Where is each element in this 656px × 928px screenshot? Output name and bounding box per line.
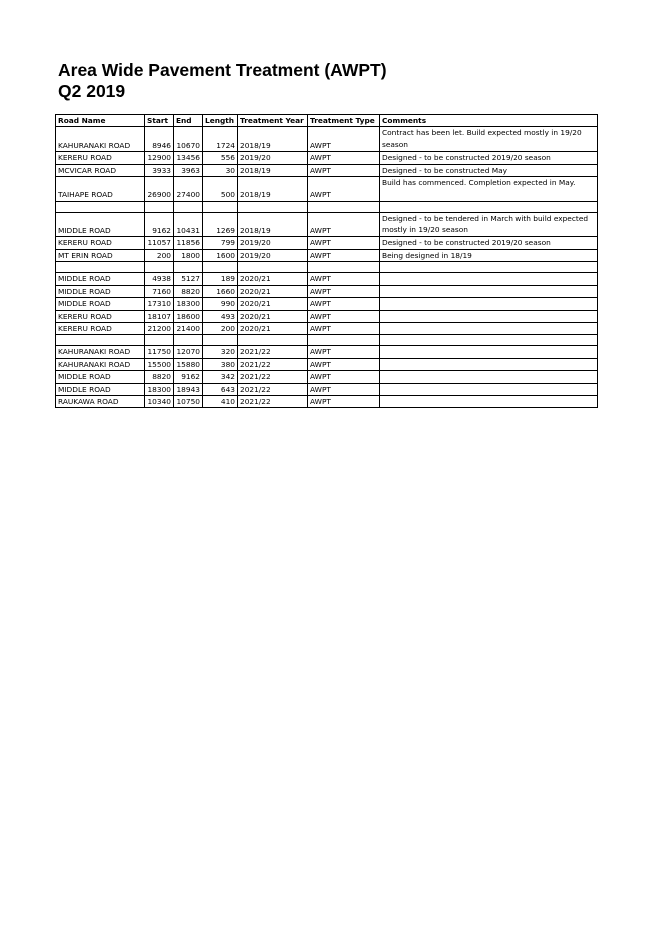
road-name-cell: MIDDLE ROAD — [56, 285, 145, 297]
end-cell: 1800 — [174, 249, 203, 262]
treatment-type-cell: AWPT — [308, 177, 380, 202]
road-name-cell: MIDDLE ROAD — [56, 383, 145, 395]
table-row — [56, 127, 598, 152]
treatment-type-cell: AWPT — [308, 285, 380, 297]
treatment-year-cell: 2019/20 — [238, 237, 308, 250]
end-cell: 10431 — [174, 212, 203, 237]
comments-cell: Build has commenced. Completion expected in May. — [380, 177, 598, 202]
end-cell: 27400 — [174, 177, 203, 202]
road-name-cell: KAHURANAKI ROAD — [56, 346, 145, 358]
road-name-cell: KAHURANAKI ROAD — [56, 358, 145, 370]
table-row — [56, 237, 598, 250]
treatment-type-cell: AWPT — [308, 310, 380, 322]
table-row — [56, 395, 598, 407]
comments-cell — [380, 346, 598, 358]
road-name-cell: KAHURANAKI ROAD — [56, 127, 145, 152]
table-row — [56, 371, 598, 383]
treatment-year-cell — [238, 335, 308, 346]
end-cell: 5127 — [174, 273, 203, 285]
comments-cell — [380, 335, 598, 346]
start-cell: 11057 — [145, 237, 174, 250]
col-header-treatment-type: Treatment Type — [308, 115, 380, 127]
start-cell: 3933 — [145, 164, 174, 177]
end-cell: 10750 — [174, 395, 203, 407]
length-cell: 990 — [203, 298, 238, 310]
start-cell: 11750 — [145, 346, 174, 358]
end-cell: 13456 — [174, 151, 203, 164]
end-cell: 3963 — [174, 164, 203, 177]
road-name-cell: KERERU ROAD — [56, 151, 145, 164]
length-cell — [203, 201, 238, 212]
road-name-cell: MIDDLE ROAD — [56, 371, 145, 383]
road-name-cell — [56, 335, 145, 346]
table-row — [56, 273, 598, 285]
road-name-cell: TAIHAPE ROAD — [56, 177, 145, 202]
col-header-comments: Comments — [380, 115, 598, 127]
start-cell: 10340 — [145, 395, 174, 407]
length-cell: 1724 — [203, 127, 238, 152]
table-row — [56, 346, 598, 358]
comments-cell — [380, 201, 598, 212]
length-cell: 493 — [203, 310, 238, 322]
col-header-start: Start — [145, 115, 174, 127]
road-name-cell — [56, 201, 145, 212]
treatment-year-cell: 2018/19 — [238, 177, 308, 202]
comments-cell — [380, 371, 598, 383]
treatment-year-cell: 2019/20 — [238, 151, 308, 164]
table-spacer-row — [56, 262, 598, 273]
length-cell — [203, 335, 238, 346]
treatment-type-cell: AWPT — [308, 322, 380, 334]
comments-cell — [380, 358, 598, 370]
length-cell: 500 — [203, 177, 238, 202]
length-cell: 643 — [203, 383, 238, 395]
end-cell — [174, 201, 203, 212]
road-name-cell: KERERU ROAD — [56, 237, 145, 250]
treatment-type-cell: AWPT — [308, 151, 380, 164]
treatment-type-cell: AWPT — [308, 383, 380, 395]
treatment-type-cell: AWPT — [308, 237, 380, 250]
end-cell: 18943 — [174, 383, 203, 395]
start-cell — [145, 335, 174, 346]
start-cell: 200 — [145, 249, 174, 262]
table-row — [56, 310, 598, 322]
title-line-2: Q2 2019 — [58, 81, 126, 101]
comments-cell — [380, 273, 598, 285]
start-cell — [145, 201, 174, 212]
length-cell: 799 — [203, 237, 238, 250]
comments-cell: Contract has been let. Build expected mostly in 19/20 season — [380, 127, 598, 152]
treatment-type-cell: AWPT — [308, 298, 380, 310]
end-cell: 18300 — [174, 298, 203, 310]
treatment-year-cell: 2020/21 — [238, 273, 308, 285]
treatment-year-cell: 2021/22 — [238, 346, 308, 358]
comments-cell: Designed - to be constructed May — [380, 164, 598, 177]
comments-cell: Designed - to be constructed 2019/20 season — [380, 237, 598, 250]
start-cell: 7160 — [145, 285, 174, 297]
start-cell — [145, 262, 174, 273]
start-cell: 21200 — [145, 322, 174, 334]
table-row — [56, 322, 598, 334]
length-cell: 200 — [203, 322, 238, 334]
end-cell: 21400 — [174, 322, 203, 334]
start-cell: 9162 — [145, 212, 174, 237]
end-cell: 10670 — [174, 127, 203, 152]
road-name-cell: MIDDLE ROAD — [56, 273, 145, 285]
comments-cell — [380, 262, 598, 273]
start-cell: 8820 — [145, 371, 174, 383]
road-name-cell: KERERU ROAD — [56, 322, 145, 334]
treatment-year-cell: 2020/21 — [238, 322, 308, 334]
road-name-cell: MCVICAR ROAD — [56, 164, 145, 177]
road-name-cell — [56, 262, 145, 273]
treatment-type-cell: AWPT — [308, 249, 380, 262]
comments-cell — [380, 298, 598, 310]
treatment-year-cell: 2021/22 — [238, 371, 308, 383]
start-cell: 18107 — [145, 310, 174, 322]
length-cell: 380 — [203, 358, 238, 370]
treatment-type-cell: AWPT — [308, 127, 380, 152]
treatment-year-cell — [238, 262, 308, 273]
start-cell: 8946 — [145, 127, 174, 152]
treatment-type-cell: AWPT — [308, 212, 380, 237]
length-cell: 556 — [203, 151, 238, 164]
table-row — [56, 212, 598, 237]
treatment-year-cell: 2020/21 — [238, 285, 308, 297]
comments-cell — [380, 322, 598, 334]
treatment-year-cell: 2018/19 — [238, 212, 308, 237]
treatment-year-cell: 2021/22 — [238, 358, 308, 370]
table-row — [56, 358, 598, 370]
title-line-1: Area Wide Pavement Treatment (AWPT) — [58, 60, 387, 80]
treatment-type-cell: AWPT — [308, 346, 380, 358]
table-row — [56, 249, 598, 262]
length-cell: 320 — [203, 346, 238, 358]
end-cell — [174, 335, 203, 346]
length-cell: 30 — [203, 164, 238, 177]
end-cell: 11856 — [174, 237, 203, 250]
comments-cell — [380, 395, 598, 407]
treatment-type-cell: AWPT — [308, 371, 380, 383]
road-name-cell: MT ERIN ROAD — [56, 249, 145, 262]
comments-cell — [380, 383, 598, 395]
col-header-treatment-year: Treatment Year — [238, 115, 308, 127]
start-cell: 18300 — [145, 383, 174, 395]
table-spacer-row — [56, 335, 598, 346]
length-cell: 1600 — [203, 249, 238, 262]
road-name-cell: MIDDLE ROAD — [56, 212, 145, 237]
length-cell: 342 — [203, 371, 238, 383]
treatment-type-cell: AWPT — [308, 358, 380, 370]
comments-cell: Designed - to be tendered in March with build expected mostly in 19/20 season — [380, 212, 598, 237]
start-cell: 15500 — [145, 358, 174, 370]
comments-cell — [380, 285, 598, 297]
end-cell: 12070 — [174, 346, 203, 358]
treatment-type-cell — [308, 201, 380, 212]
table-row — [56, 177, 598, 202]
treatment-year-cell: 2021/22 — [238, 383, 308, 395]
end-cell: 18600 — [174, 310, 203, 322]
treatment-year-cell: 2019/20 — [238, 249, 308, 262]
length-cell: 1269 — [203, 212, 238, 237]
table-row — [56, 285, 598, 297]
start-cell: 26900 — [145, 177, 174, 202]
treatment-year-cell: 2021/22 — [238, 395, 308, 407]
table-row — [56, 164, 598, 177]
treatment-type-cell — [308, 335, 380, 346]
comments-cell: Designed - to be constructed 2019/20 season — [380, 151, 598, 164]
road-name-cell: MIDDLE ROAD — [56, 298, 145, 310]
end-cell: 8820 — [174, 285, 203, 297]
length-cell — [203, 262, 238, 273]
table-row — [56, 151, 598, 164]
treatment-type-cell — [308, 262, 380, 273]
end-cell: 9162 — [174, 371, 203, 383]
length-cell: 410 — [203, 395, 238, 407]
treatment-year-cell: 2020/21 — [238, 310, 308, 322]
table-row — [56, 383, 598, 395]
treatment-year-cell — [238, 201, 308, 212]
end-cell — [174, 262, 203, 273]
table-spacer-row — [56, 201, 598, 212]
start-cell: 4938 — [145, 273, 174, 285]
road-name-cell: RAUKAWA ROAD — [56, 395, 145, 407]
comments-cell — [380, 310, 598, 322]
table-row — [56, 298, 598, 310]
treatment-type-cell: AWPT — [308, 395, 380, 407]
length-cell: 189 — [203, 273, 238, 285]
start-cell: 12900 — [145, 151, 174, 164]
col-header-length: Length — [203, 115, 238, 127]
start-cell: 17310 — [145, 298, 174, 310]
length-cell: 1660 — [203, 285, 238, 297]
end-cell: 15880 — [174, 358, 203, 370]
treatment-year-cell: 2018/19 — [238, 127, 308, 152]
awpt-table — [55, 114, 598, 408]
comments-cell: Being designed in 18/19 — [380, 249, 598, 262]
treatment-type-cell: AWPT — [308, 273, 380, 285]
document-title — [58, 60, 387, 102]
col-header-end: End — [174, 115, 203, 127]
road-name-cell: KERERU ROAD — [56, 310, 145, 322]
treatment-type-cell: AWPT — [308, 164, 380, 177]
table-header-row — [56, 115, 598, 127]
treatment-year-cell: 2020/21 — [238, 298, 308, 310]
treatment-year-cell: 2018/19 — [238, 164, 308, 177]
col-header-road-name: Road Name — [56, 115, 145, 127]
